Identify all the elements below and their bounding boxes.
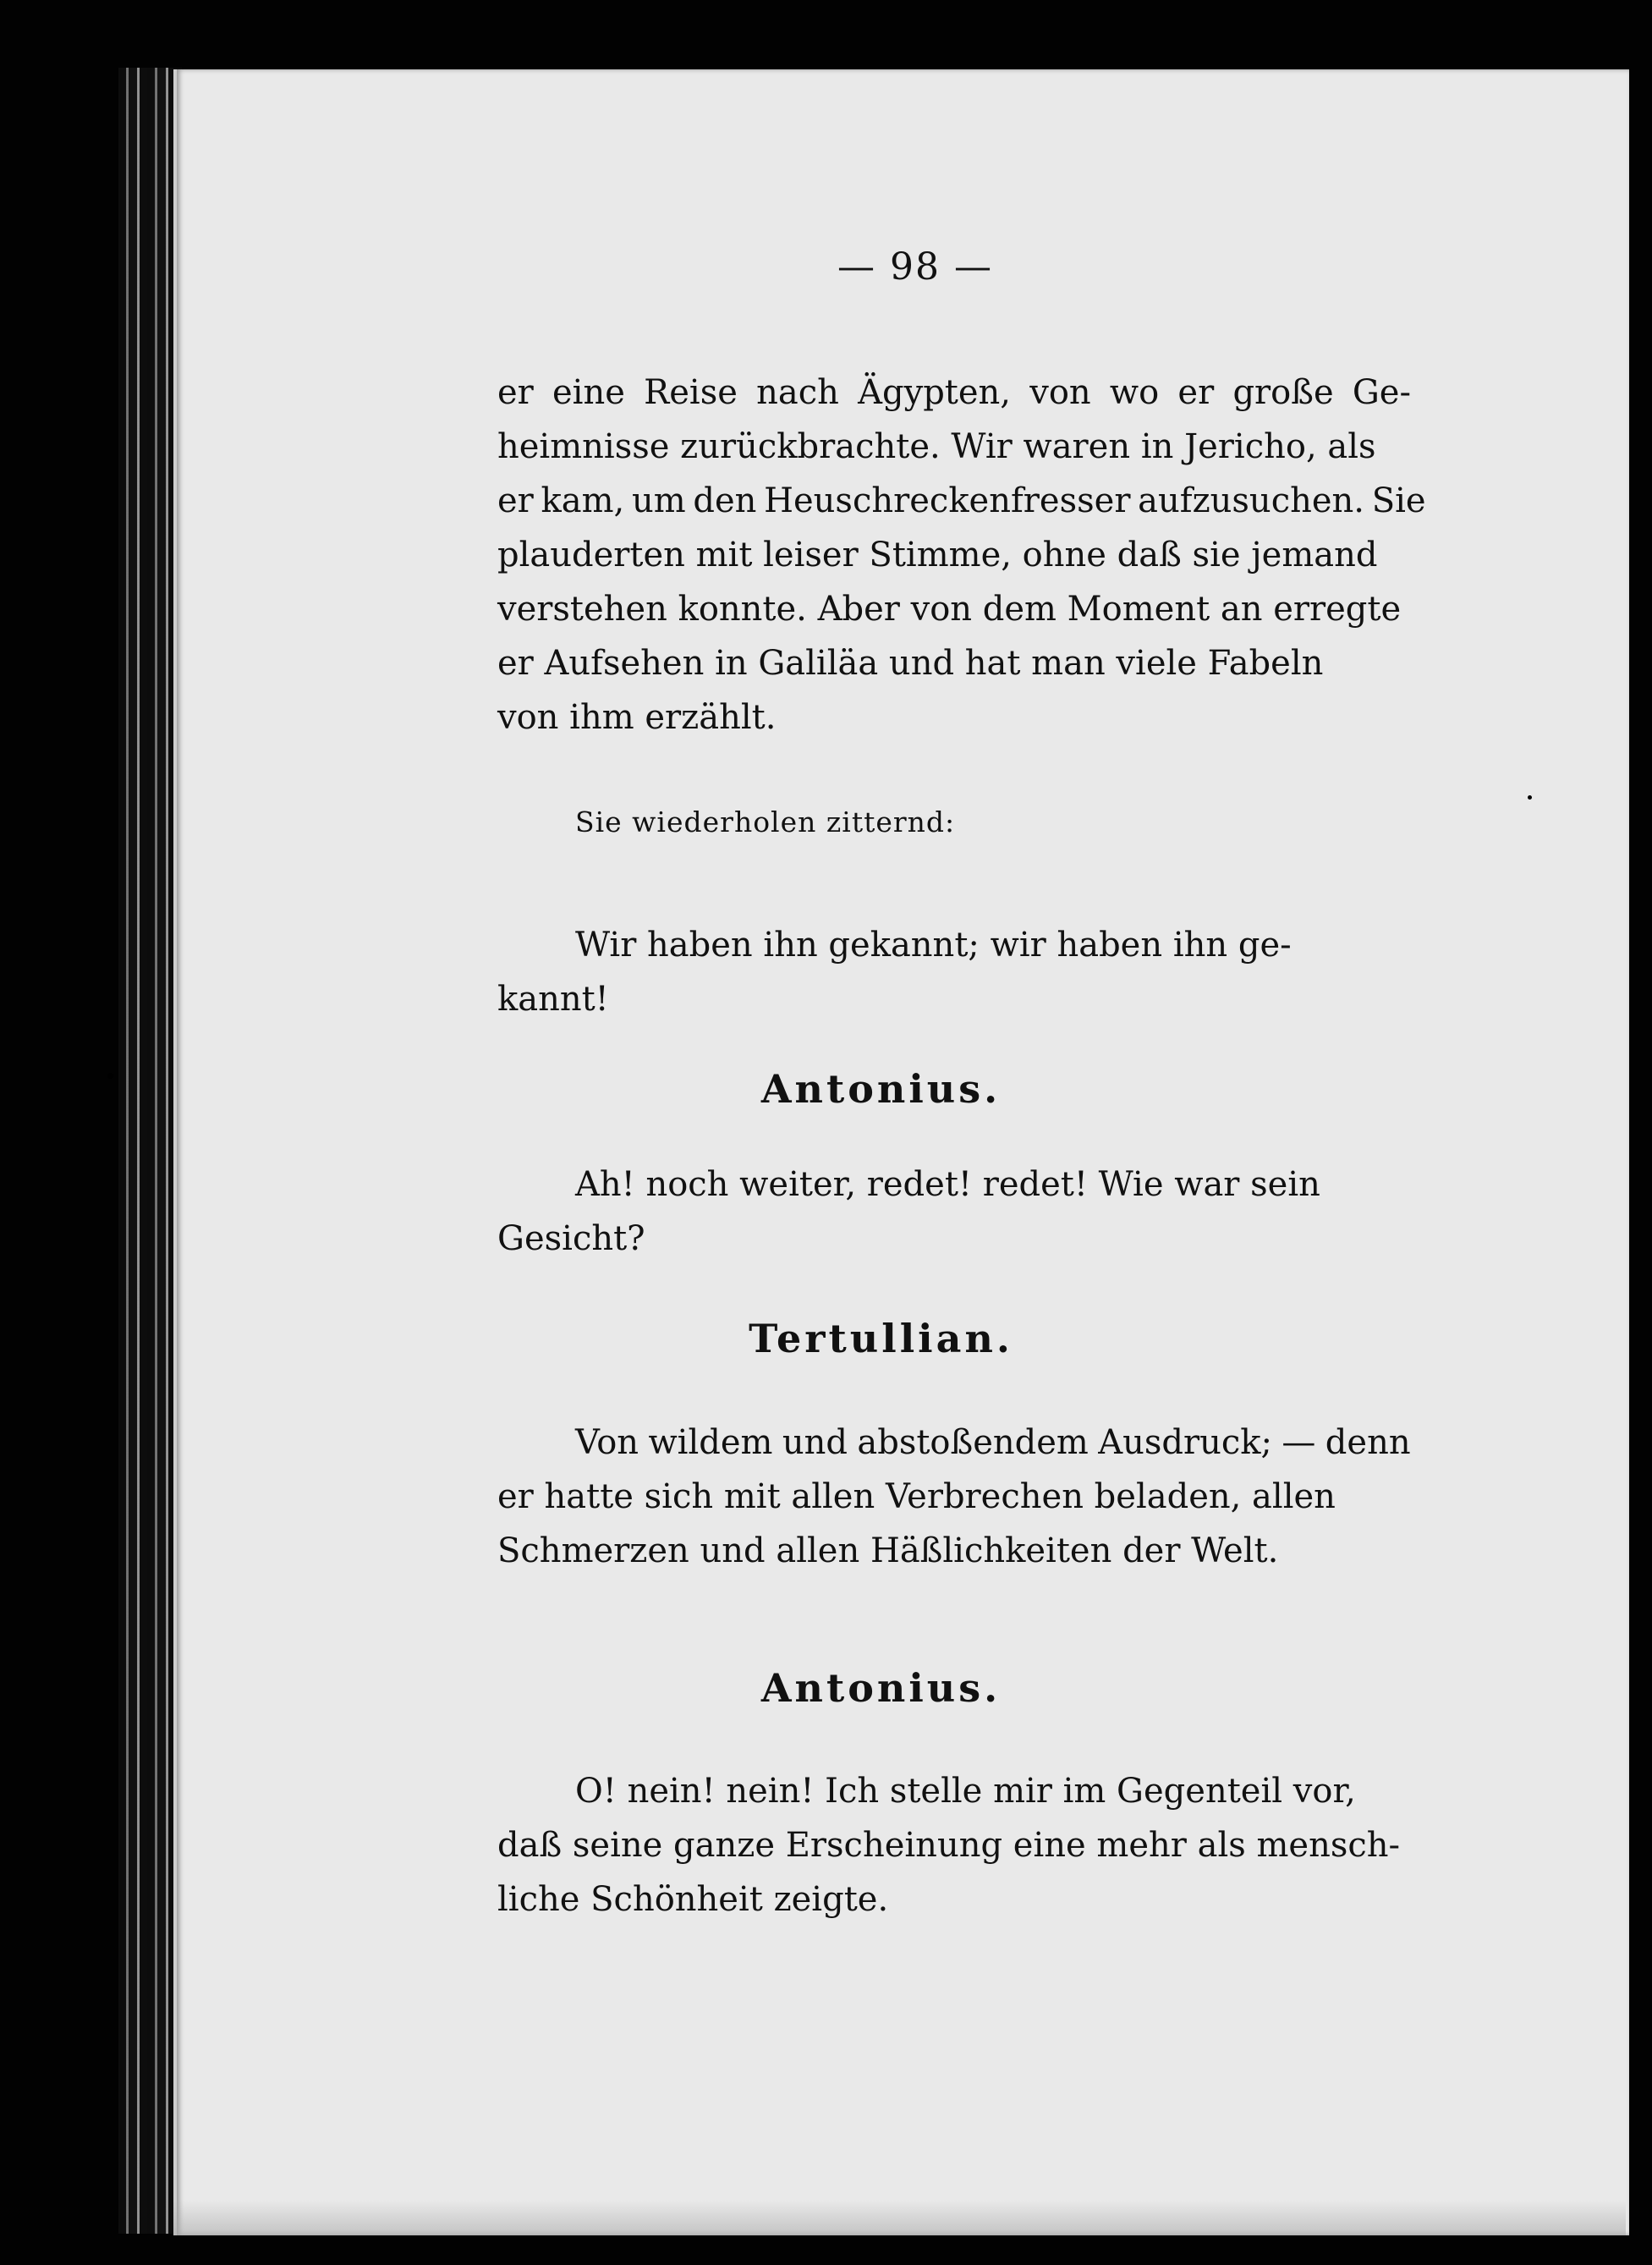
text-line: Schmerzen und allen Häßlichkeiten der Welt. bbox=[497, 1531, 1279, 1570]
text-line: von ihm erzählt. bbox=[497, 698, 777, 737]
text-line: heimnisse zurückbrachte. Wir waren in Jericho, als bbox=[497, 427, 1376, 466]
paragraph bbox=[497, 366, 1426, 745]
paragraph bbox=[497, 1416, 1411, 1578]
speaker-heading: Antonius. bbox=[760, 1665, 1002, 1711]
text-line: er kam, um den Heuschreckenfresser aufzusuchen. Sie bbox=[497, 481, 1426, 520]
stage-direction: Sie wiederholen zitternd: bbox=[575, 805, 956, 838]
text-line: O! nein! nein! Ich stelle mir im Gegenteil vor, bbox=[575, 1772, 1356, 1811]
page-number: — 98 — bbox=[837, 245, 993, 289]
text-line: er Aufsehen in Galiläa und hat man viele Fabeln bbox=[497, 644, 1324, 683]
speaker-heading: Antonius. bbox=[760, 1066, 1002, 1112]
text-line: Von wildem und abstoßendem Ausdruck; — denn bbox=[575, 1423, 1411, 1462]
text-line: er hatte sich mit allen Verbrechen beladen, allen bbox=[497, 1477, 1336, 1516]
paragraph bbox=[497, 918, 1411, 1026]
text-line: er eine Reise nach Ägypten, von wo er große Ge- bbox=[497, 373, 1411, 412]
text-line: verstehen konnte. Aber von dem Moment an erregte bbox=[497, 590, 1402, 629]
page-bottom-shadow bbox=[173, 2200, 1626, 2235]
scan-speck bbox=[1528, 795, 1532, 800]
text-line: Ah! noch weiter, redet! redet! Wie war sein bbox=[575, 1165, 1320, 1204]
paragraph bbox=[497, 1157, 1411, 1266]
text-line: Wir haben ihn gekannt; wir haben ihn ge- bbox=[575, 926, 1292, 965]
speaker-heading: Tertullian. bbox=[749, 1316, 1013, 1361]
paragraph bbox=[497, 1764, 1411, 1927]
text-line: plauderten mit leiser Stimme, ohne daß sie jemand bbox=[497, 536, 1378, 574]
page-edges bbox=[118, 68, 182, 2234]
text-line: kannt! bbox=[497, 980, 609, 1019]
text-line: daß seine ganze Erscheinung eine mehr als mensch- bbox=[497, 1826, 1401, 1865]
text-line: liche Schönheit zeigte. bbox=[497, 1880, 889, 1919]
text-line: Gesicht? bbox=[497, 1219, 645, 1258]
